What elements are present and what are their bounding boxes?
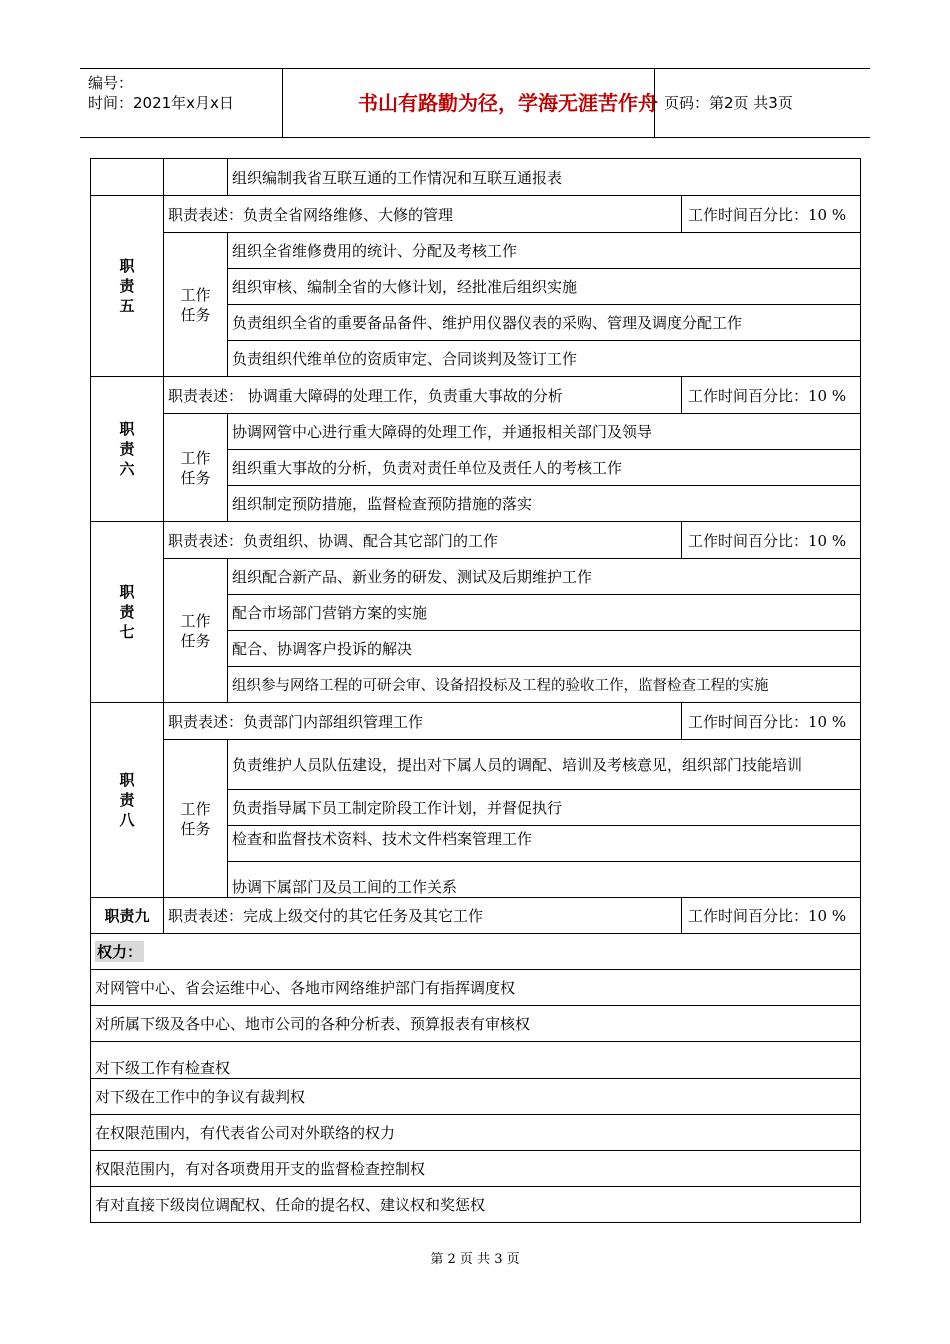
duty-statement-text: 职责表述：完成上级交付的其它任务及其它工作 bbox=[168, 907, 484, 925]
duty-title-cell bbox=[90, 897, 163, 934]
page-number-label: 页码：第2页 共3页 bbox=[664, 94, 793, 112]
task-label: 工作 任务 bbox=[180, 448, 211, 487]
power-text: 对网管中心、省会运维中心、各地市网络维护部门有指挥调度权 bbox=[95, 979, 516, 997]
task-row bbox=[227, 558, 861, 594]
duty-statement bbox=[163, 195, 681, 232]
task-text: 负责指导属下员工制定阶段工作计划，并督促执行 bbox=[232, 799, 563, 817]
duty-statement-text: 职责表述： 协调重大障碍的处理工作，负责重大事故的分析 bbox=[168, 386, 563, 405]
task-text: 组织配合新产品、新业务的研发、测试及后期维护工作 bbox=[232, 568, 593, 586]
duty-percent-text: 工作时间百分比：10 % bbox=[688, 907, 847, 925]
task-label: 工作 任务 bbox=[180, 285, 211, 324]
task-text: 协调网管中心进行重大障碍的处理工作，并通报相关部门及领导 bbox=[232, 423, 653, 441]
duty-title-cell bbox=[90, 702, 163, 897]
task-text: 协调下属部门及员工间的工作关系 bbox=[232, 878, 458, 896]
task-text: 负责维护人员队伍建设，提出对下属人员的调配、培训及考核意见，组织部门技能培训 bbox=[232, 755, 803, 774]
task-row bbox=[227, 861, 861, 897]
time-label: 时间：2021年x月x日 bbox=[88, 94, 234, 112]
power-text: 权限范围内，有对各项费用开支的监督检查控制权 bbox=[95, 1160, 426, 1178]
task-label-cell bbox=[163, 413, 227, 521]
task-text: 组织重大事故的分析，负责对责任单位及责任人的考核工作 bbox=[232, 459, 623, 477]
task-text: 组织制定预防措施，监督检查预防措施的落实 bbox=[232, 495, 533, 513]
duty-statement-text: 职责表述：负责全省网络维修、大修的管理 bbox=[168, 205, 454, 224]
task-row bbox=[227, 304, 861, 340]
task-text: 负责组织全省的重要备品备件、维护用仪器仪表的采购、管理及调度分配工作 bbox=[232, 314, 743, 332]
task-row bbox=[227, 449, 861, 485]
task-label-cell bbox=[163, 558, 227, 702]
duty-percent bbox=[681, 521, 861, 558]
duty-percent bbox=[681, 897, 861, 934]
task-row bbox=[227, 825, 861, 861]
duty-title-cell bbox=[90, 521, 163, 702]
task-label: 工作 任务 bbox=[180, 799, 211, 838]
power-text: 对下级在工作中的争议有裁判权 bbox=[95, 1088, 306, 1106]
duty-statement bbox=[163, 376, 681, 413]
task-row bbox=[227, 413, 861, 449]
power-item bbox=[90, 1041, 861, 1078]
duty-percent-text: 工作时间百分比：10 % bbox=[688, 531, 847, 550]
power-item bbox=[90, 1078, 861, 1114]
duty-statement bbox=[163, 702, 681, 739]
duty-statement-text: 职责表述：负责组织、协调、配合其它部门的工作 bbox=[168, 531, 499, 550]
duty-percent-text: 工作时间百分比：10 % bbox=[688, 205, 847, 224]
task-cell-empty bbox=[163, 158, 227, 195]
duty-percent-text: 工作时间百分比：10 % bbox=[688, 712, 847, 731]
task-row bbox=[227, 232, 861, 268]
task-text: 组织编制我省互联互通的工作情况和互联互通报表 bbox=[232, 168, 563, 187]
task-text: 检查和监督技术资料、技术文件档案管理工作 bbox=[232, 830, 533, 848]
task-text: 组织全省维修费用的统计、分配及考核工作 bbox=[232, 242, 518, 260]
task-text: 负责组织代维单位的资质审定、合同谈判及签订工作 bbox=[232, 350, 578, 368]
power-header bbox=[90, 934, 861, 969]
duty-percent bbox=[681, 195, 861, 232]
power-text: 对下级工作有检查权 bbox=[95, 1059, 231, 1077]
power-item bbox=[90, 1005, 861, 1041]
duty-percent bbox=[681, 376, 861, 413]
page-footer: 第 2 页 共 3 页 bbox=[430, 1252, 520, 1267]
power-text: 在权限范围内，有代表省公司对外联络的权力 bbox=[95, 1124, 396, 1142]
task-row bbox=[227, 789, 861, 825]
task-label-cell bbox=[163, 232, 227, 376]
duty-title: 职责九 bbox=[104, 906, 150, 925]
duty-cell-empty bbox=[90, 158, 163, 195]
power-item bbox=[90, 1114, 861, 1150]
duty-title-cell bbox=[90, 376, 163, 521]
header-motto: 书山有路勤为径，学海无涯苦作舟 bbox=[358, 91, 658, 115]
header-meta bbox=[88, 73, 278, 113]
duty-statement-text: 职责表述：负责部门内部组织管理工作 bbox=[168, 712, 424, 731]
task-row bbox=[227, 594, 861, 630]
duty-title: 职 责 六 bbox=[119, 420, 135, 478]
power-item bbox=[90, 1150, 861, 1186]
power-item bbox=[90, 1186, 861, 1223]
power-item bbox=[90, 969, 861, 1005]
task-text: 配合市场部门营销方案的实施 bbox=[232, 604, 428, 622]
duty-title-cell bbox=[90, 195, 163, 376]
duty-statement bbox=[163, 521, 681, 558]
task-row bbox=[227, 630, 861, 666]
duty-title: 职 责 八 bbox=[119, 771, 135, 829]
duty-title: 职 责 七 bbox=[119, 583, 135, 641]
task-row bbox=[227, 268, 861, 304]
duty-title: 职 责 五 bbox=[119, 257, 135, 315]
task-row bbox=[227, 739, 861, 789]
task-text: 组织参与网络工程的可研会审、设备招投标及工程的验收工作，监督检查工程的实施 bbox=[232, 678, 769, 694]
task-row bbox=[227, 340, 861, 376]
task-label-cell bbox=[163, 739, 227, 897]
task-text: 组织审核、编制全省的大修计划，经批准后组织实施 bbox=[232, 278, 578, 296]
duty-statement bbox=[163, 897, 681, 934]
duty-percent bbox=[681, 702, 861, 739]
power-text: 对所属下级及各中心、地市公司的各种分析表、预算报表有审核权 bbox=[95, 1015, 531, 1033]
task-row bbox=[227, 666, 861, 702]
power-title: 权力： bbox=[97, 943, 143, 961]
task-row bbox=[227, 485, 861, 521]
page-header bbox=[80, 68, 870, 138]
task-text: 配合、协调客户投诉的解决 bbox=[232, 640, 413, 658]
task-label: 工作 任务 bbox=[180, 611, 211, 650]
duty-percent-text: 工作时间百分比：10 % bbox=[688, 386, 847, 405]
power-text: 有对直接下级岗位调配权、任命的提名权、建议权和奖惩权 bbox=[95, 1196, 486, 1214]
code-label: 编号： bbox=[88, 74, 134, 92]
task-row bbox=[227, 158, 861, 195]
